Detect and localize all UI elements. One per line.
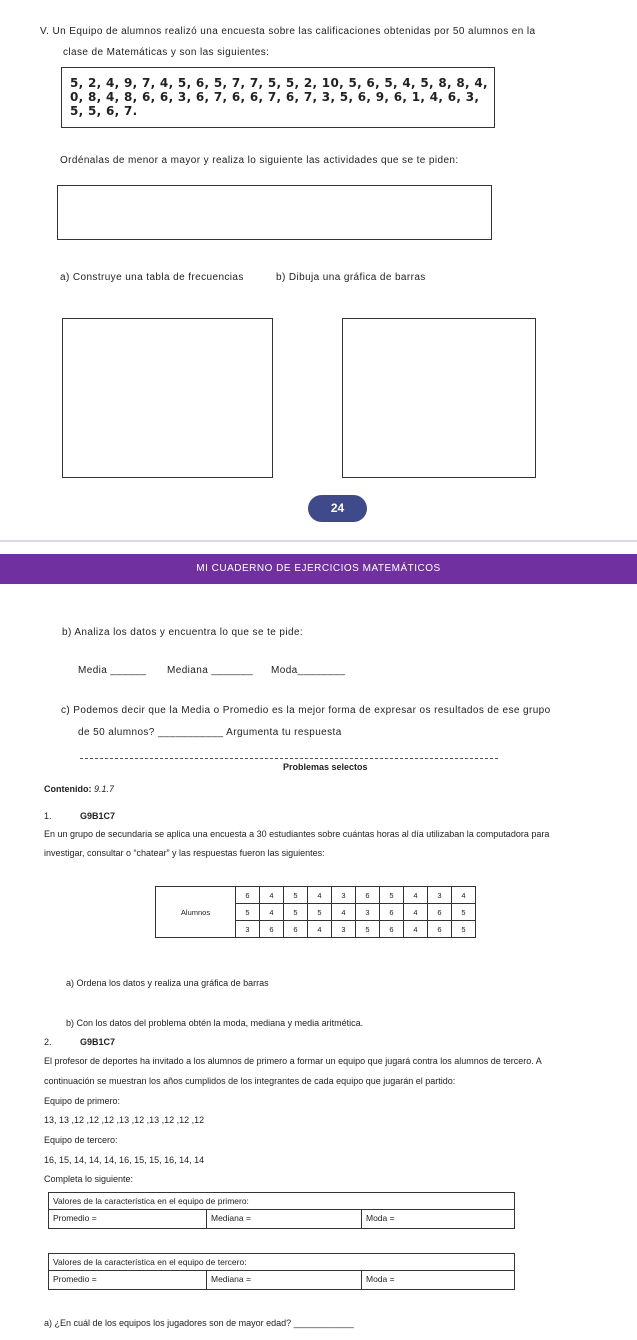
table-cell: 5: [284, 904, 308, 921]
problem-2-code: G9B1C7: [80, 1037, 116, 1047]
table-cell: 6: [284, 921, 308, 938]
table-cell: 4: [404, 921, 428, 938]
mediana-label: Mediana _______: [167, 665, 254, 676]
table-cell: 6: [380, 921, 404, 938]
problem-2-line-1: El profesor de deportes ha invitado a los alumnos de primero a formar un equipo que jugará contra los alumnos de tercero. A: [44, 1056, 542, 1066]
alumnos-table: [155, 886, 476, 938]
frequency-table-box[interactable]: [62, 318, 273, 478]
problem-1-code: G9B1C7: [80, 811, 116, 821]
complete-label: Completa lo siguiente:: [44, 1174, 134, 1184]
team-1-mediana[interactable]: Mediana =: [207, 1210, 362, 1228]
table-cell: 5: [308, 904, 332, 921]
table-cell: 3: [332, 921, 356, 938]
problem-2-number: 2.: [44, 1037, 52, 1047]
table-label: Alumnos: [156, 887, 236, 938]
team-3-characteristics-row: [49, 1271, 514, 1289]
team-3-mediana[interactable]: Mediana =: [207, 1271, 362, 1289]
intro-line-1: V. Un Equipo de alumnos realizó una encuesta sobre las calificaciones obtenidas por 50 alumnos en la: [40, 26, 536, 37]
table-cell: 4: [260, 887, 284, 904]
question-c-line-2: de 50 alumnos? ___________ Argumenta tu respuesta: [78, 727, 342, 738]
ordered-answer-box[interactable]: [57, 185, 492, 240]
media-label: Media ______: [78, 665, 147, 676]
question-a: a) ¿En cuál de los equipos los jugadores son de mayor edad? ____________: [44, 1318, 354, 1328]
problemas-selectos-heading: Problemas selectos: [283, 762, 368, 772]
question-c-line-1: c) Podemos decir que la Media o Promedio es la mejor forma de expresar os resultados de ese grupo: [61, 705, 551, 716]
team-3-moda[interactable]: Moda =: [366, 1274, 395, 1284]
table-cell: 6: [380, 904, 404, 921]
problem-1-task-a: a) Ordena los datos y realiza una gráfica de barras: [66, 978, 269, 988]
bar-chart-box[interactable]: [342, 318, 536, 478]
task-b-label: b) Dibuja una gráfica de barras: [276, 272, 426, 283]
data-line-1: 5, 2, 4, 9, 7, 4, 5, 6, 5, 7, 7, 5, 5, 2, 10, 5, 6, 5, 4, 5, 8, 8, 4,: [70, 76, 488, 90]
answer-line: [80, 758, 498, 759]
contenido-label: Contenido:: [44, 784, 92, 794]
table-cell: 3: [236, 921, 260, 938]
table-cell: 4: [308, 887, 332, 904]
table-cell: 5: [452, 921, 476, 938]
team-3-characteristics-box: [48, 1253, 515, 1290]
team-1-promedio[interactable]: Promedio =: [49, 1210, 207, 1228]
problem-1-task-b: b) Con los datos del problema obtén la moda, mediana y media aritmética.: [66, 1018, 364, 1028]
table-cell: 6: [260, 921, 284, 938]
moda-label: Moda________: [271, 665, 346, 676]
problem-1-line-2: investigar, consultar o “chatear” y las respuestas fueron las siguientes:: [44, 848, 325, 858]
data-line-3: 5, 5, 6, 7.: [70, 104, 138, 118]
data-line-2: 0, 8, 4, 8, 6, 6, 3, 6, 7, 6, 6, 7, 6, 7, 3, 5, 6, 9, 6, 1, 4, 6, 3,: [70, 90, 480, 104]
table-cell: 6: [356, 887, 380, 904]
table-cell: 5: [380, 887, 404, 904]
data-box: [61, 67, 495, 128]
table-cell: 6: [428, 904, 452, 921]
table-cell: 3: [332, 887, 356, 904]
team-1-label: Equipo de primero:: [44, 1096, 121, 1106]
page-number-badge: 24: [308, 495, 367, 522]
team-3-promedio[interactable]: Promedio =: [49, 1271, 207, 1289]
table-cell: 5: [356, 921, 380, 938]
table-cell: 4: [332, 904, 356, 921]
task-a-label: a) Construye una tabla de frecuencias: [60, 272, 244, 283]
table-cell: 4: [308, 921, 332, 938]
team-3-characteristics-header: Valores de la característica en el equipo de tercero:: [49, 1254, 514, 1271]
order-instruction: Ordénalas de menor a mayor y realiza lo siguiente las actividades que se te piden:: [60, 155, 459, 166]
team-3-label: Equipo de tercero:: [44, 1135, 118, 1145]
table-row: [156, 887, 476, 904]
table-cell: 5: [452, 904, 476, 921]
table-cell: 3: [428, 887, 452, 904]
table-cell: 4: [404, 904, 428, 921]
table-cell: 5: [236, 904, 260, 921]
table-cell: 4: [260, 904, 284, 921]
analyze-instruction: b) Analiza los datos y encuentra lo que se te pide:: [62, 627, 304, 638]
page-divider: [0, 540, 637, 542]
table-cell: 6: [236, 887, 260, 904]
table-cell: 3: [356, 904, 380, 921]
team-1-characteristics-box: [48, 1192, 515, 1229]
team-3-values: 16, 15, 14, 14, 14, 16, 15, 15, 16, 14, 14: [44, 1155, 205, 1165]
problem-1-line-1: En un grupo de secundaria se aplica una encuesta a 30 estudiantes sobre cuántas horas al día utilizaban la computadora para: [44, 829, 550, 839]
table-cell: 4: [404, 887, 428, 904]
workbook-banner: MI CUADERNO DE EJERCICIOS MATEMÁTICOS: [0, 554, 637, 584]
team-1-characteristics-row: [49, 1210, 514, 1228]
contenido-row: [44, 784, 114, 794]
team-1-characteristics-header: Valores de la característica en el equipo de primero:: [49, 1193, 514, 1210]
intro-line-2: clase de Matemáticas y son las siguientes:: [63, 47, 270, 58]
contenido-value: 9.1.7: [94, 784, 115, 794]
team-1-values: 13, 13 ,12 ,12 ,12 ,13 ,12 ,13 ,12 ,12 ,12: [44, 1115, 205, 1125]
problem-1-number: 1.: [44, 811, 52, 821]
problem-2-line-2: continuación se muestran los años cumplidos de los integrantes de cada equipo que jugarán el partido:: [44, 1076, 456, 1086]
table-cell: 6: [428, 921, 452, 938]
table-cell: 5: [284, 887, 308, 904]
team-1-moda[interactable]: Moda =: [366, 1213, 395, 1223]
table-cell: 4: [452, 887, 476, 904]
